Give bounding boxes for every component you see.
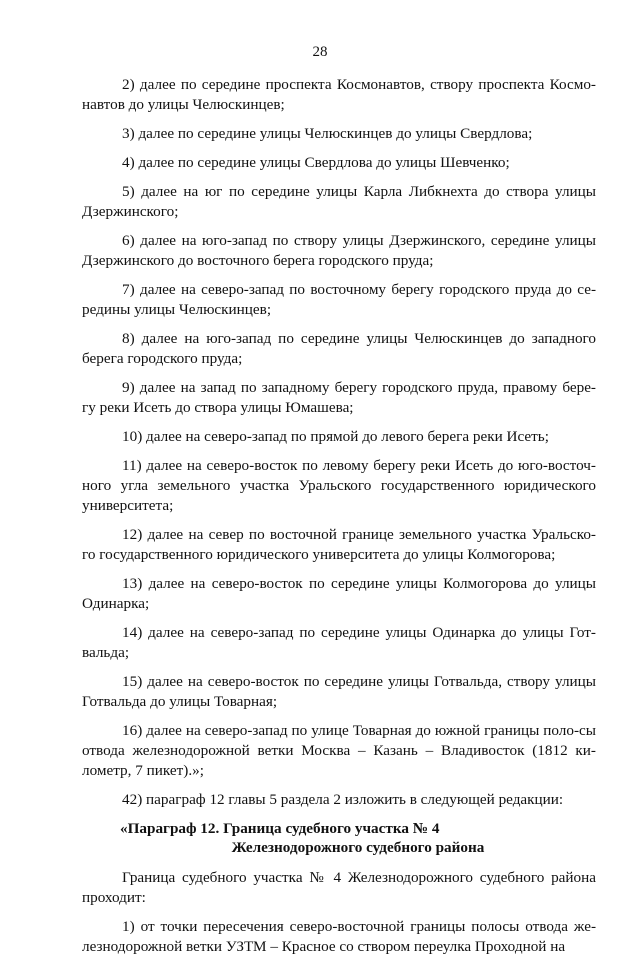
paragraph-item-3: 3) далее по середине улицы Челюскинцев до улицы Свердлова; [122, 125, 533, 142]
paragraph-item-12: 12) далее на север по восточной границе земельного участка Уральско-го государственного юридического университета до улицы Колмогорова; [82, 526, 596, 563]
paragraph-item-10: 10) далее на северо-запад по прямой до левого берега реки Исеть; [122, 428, 549, 445]
section-heading [82, 819, 596, 857]
paragraph-item-5: 5) далее на юг по середине улицы Карла Либкнехта до створа улицы Дзержинского; [82, 183, 596, 220]
paragraph-item-15: 15) далее на северо-восток по середине улицы Готвальда, створу улицы Готвальда до улицы Товарная; [82, 673, 596, 710]
paragraph-item-14: 14) далее на северо-запад по середине улицы Одинарка до улицы Гот-вальда; [82, 624, 596, 661]
paragraph-item-7: 7) далее на северо-запад по восточному берегу городского пруда до се-редины улицы Челюскинцев; [82, 281, 596, 318]
paragraph-item-13: 13) далее на северо-восток по середине улицы Колмогорова до улицы Одинарка; [82, 575, 596, 612]
boundary-intro: Граница судебного участка № 4 Железнодорожного судебного района проходит: [82, 869, 596, 906]
paragraph-item-16: 16) далее на северо-запад по улице Товарная до южной границы поло-сы отвода железнодорожной ветки Москва – Казань – Владивосток (1812 ки-лометр, 7 пикет).»; [82, 722, 596, 779]
paragraph-item-2: 2) далее по середине проспекта Космонавтов, створу проспекта Космо-навтов до улицы Челюскинцев; [82, 76, 596, 113]
document-body [82, 75, 596, 966]
paragraph-item-8: 8) далее на юго-запад по середине улицы Челюскинцев до западного берега городского пруда; [82, 330, 596, 367]
paragraph-item-9: 9) далее на запад по западному берегу городского пруда, правому бере-гу реки Исеть до створа улицы Юмашева; [82, 379, 596, 416]
section-heading-line2: Железнодорожного судебного района [231, 839, 485, 856]
paragraph-item-4: 4) далее по середине улицы Свердлова до улицы Шевченко; [122, 154, 510, 171]
amendment-item-42: 42) параграф 12 главы 5 раздела 2 изложить в следующей редакции: [122, 791, 564, 808]
paragraph-item-11: 11) далее на северо-восток по левому берегу реки Исеть до юго-восточ-ного угла земельного участка Уральского государственного юридического университета; [82, 457, 596, 514]
page-number: 28 [312, 44, 328, 60]
boundary-item-1: 1) от точки пересечения северо-восточной границы полосы отвода же-лезнодорожной ветки УЗТМ – Красное со створом переулка Проходной на [82, 918, 596, 955]
section-heading-line1: «Параграф 12. Граница судебного участка № 4 [120, 820, 440, 837]
paragraph-item-6: 6) далее на юго-запад по створу улицы Дзержинского, середине улицы Дзержинского до восточного берега городского пруда; [82, 232, 596, 269]
